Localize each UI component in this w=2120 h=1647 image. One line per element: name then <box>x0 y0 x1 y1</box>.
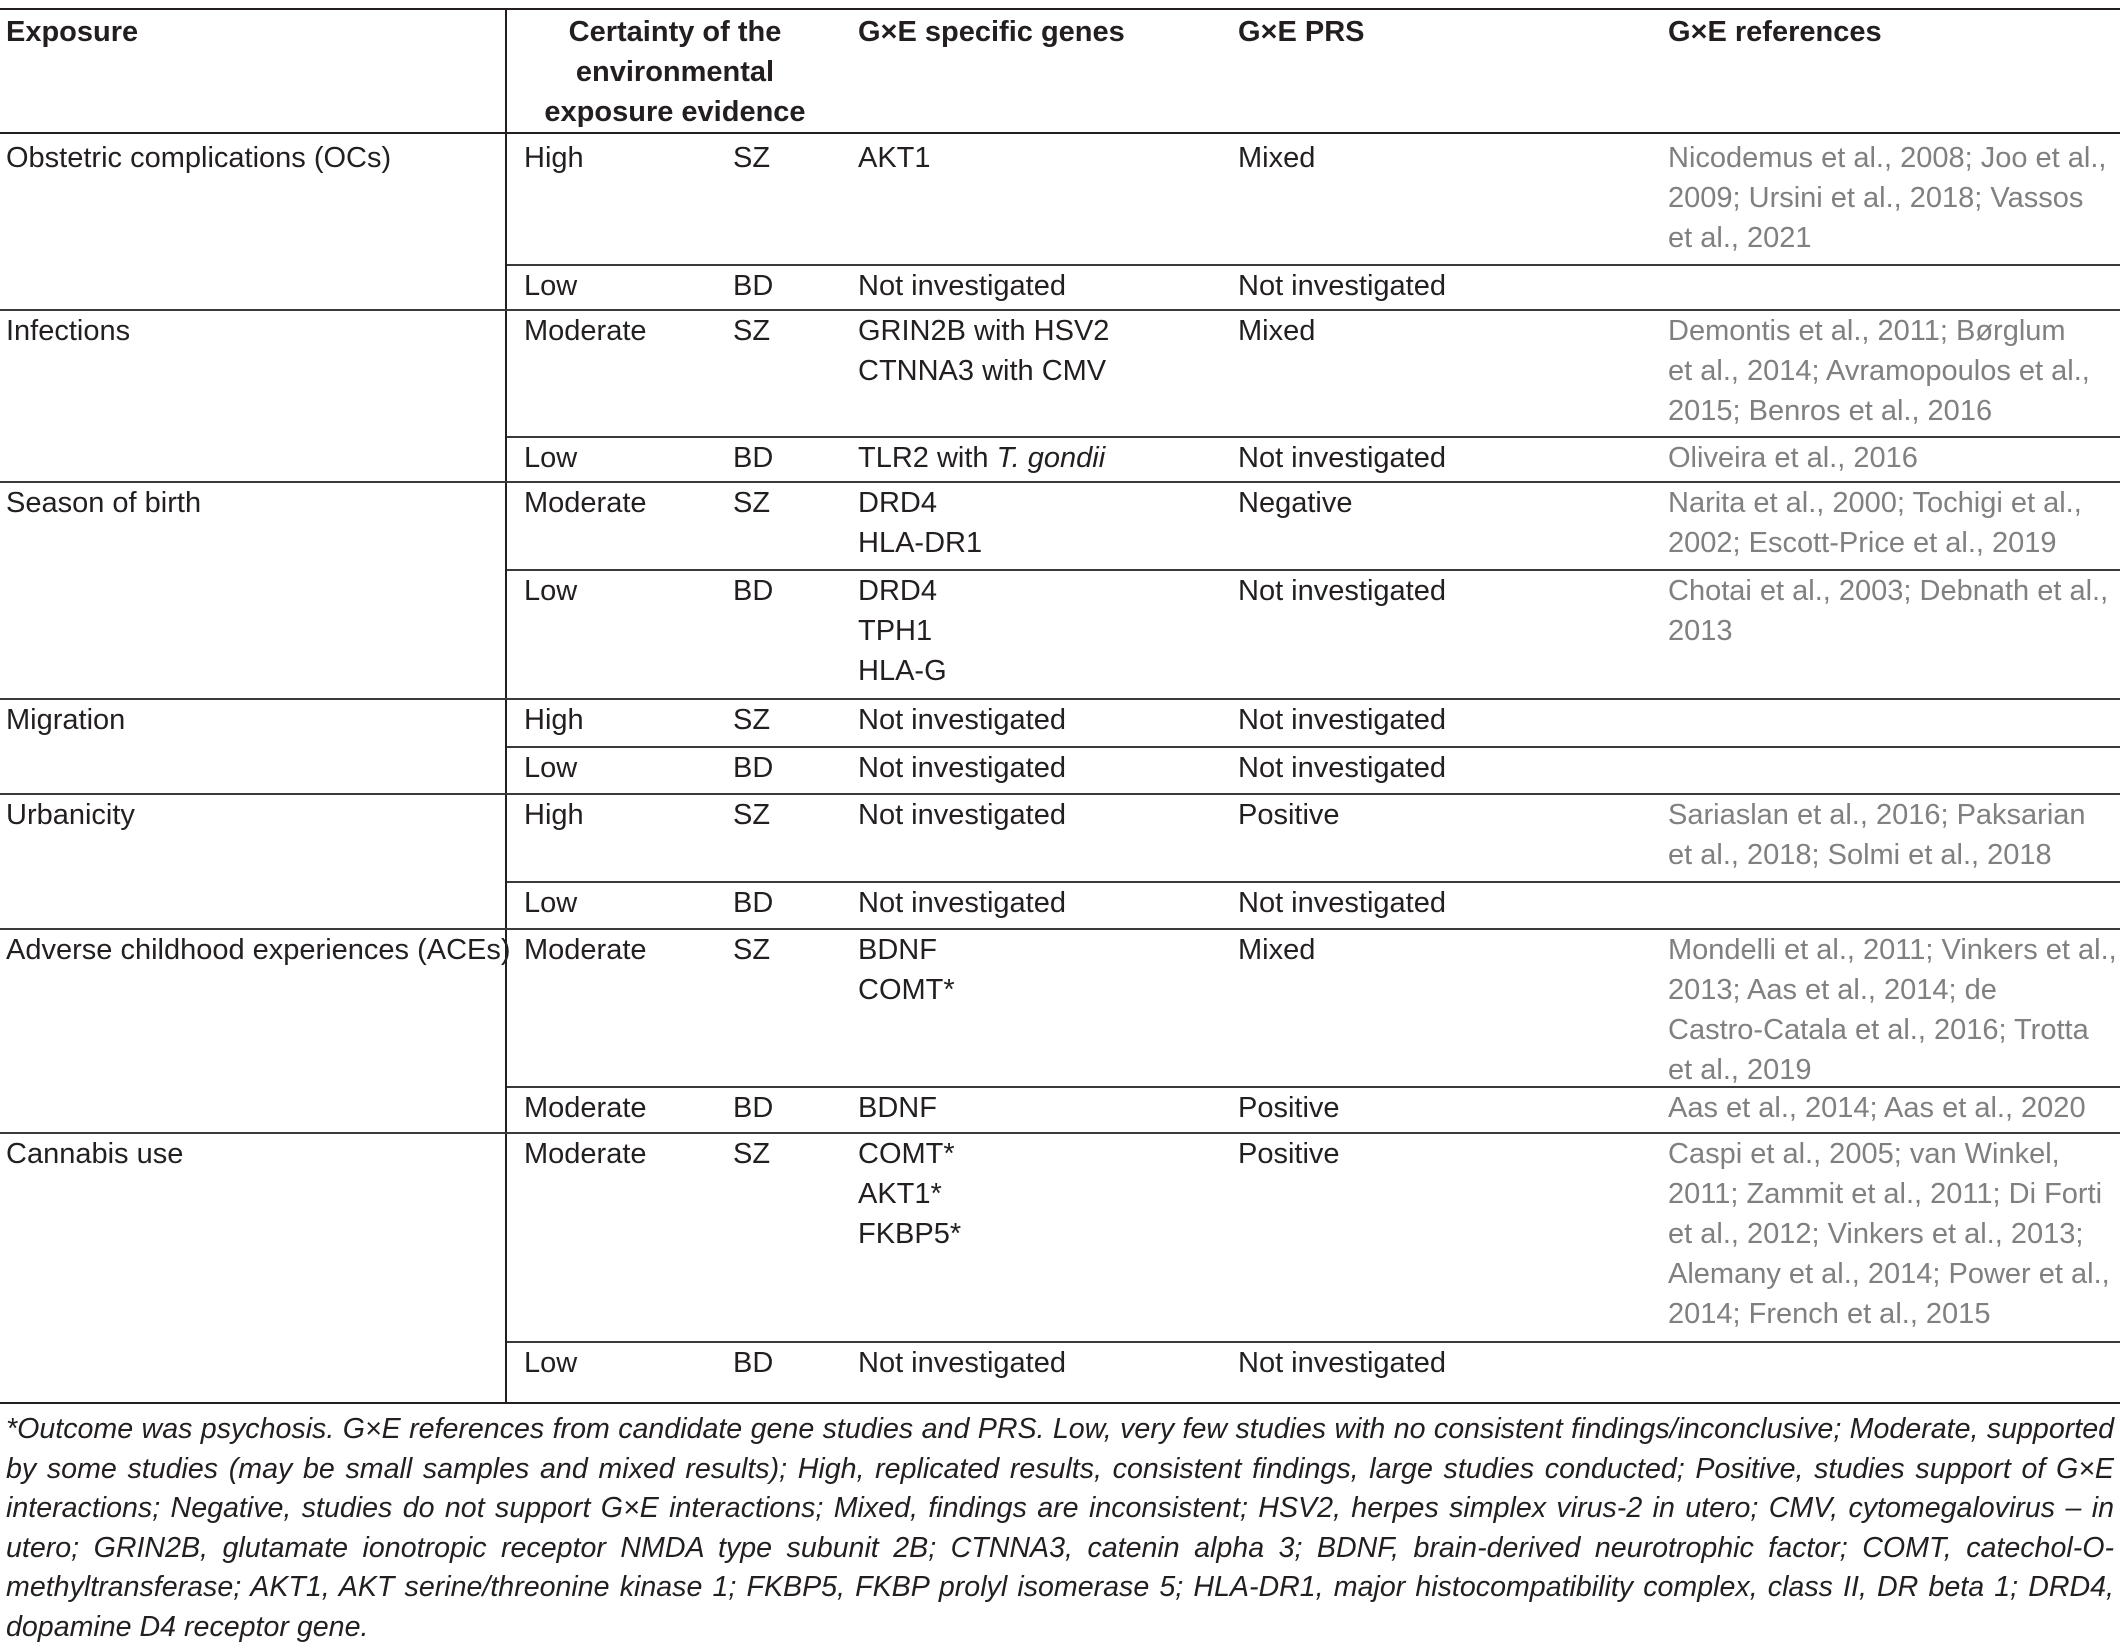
cell-prs: Positive <box>1238 799 1340 831</box>
top-rule <box>0 8 2120 10</box>
cell-certainty: Moderate <box>524 1092 647 1124</box>
cell-reference: et al., 2012; Vinkers et al., 2013; <box>1668 1218 2084 1250</box>
cell-prs: Negative <box>1238 487 1353 519</box>
cell-certainty: Low <box>524 887 578 919</box>
cell-gene: AKT1* <box>858 1178 942 1210</box>
header-rule <box>0 132 2120 134</box>
cell-gene: Not investigated <box>858 887 1066 919</box>
cell-certainty: Low <box>524 752 578 784</box>
cell-reference: 2013 <box>1668 615 1733 647</box>
cell-disorder: SZ <box>733 315 771 347</box>
species-name: T. gondii <box>996 442 1106 474</box>
cell-exposure: Season of birth <box>6 487 202 519</box>
cell-disorder: BD <box>733 887 774 919</box>
cell-prs: Not investigated <box>1238 442 1446 474</box>
cell-reference: 2014; French et al., 2015 <box>1668 1298 1991 1330</box>
cell-reference: Sariaslan et al., 2016; Paksarian <box>1668 799 2086 831</box>
cell-disorder: SZ <box>733 934 771 966</box>
cell-prs: Not investigated <box>1238 887 1446 919</box>
cell-disorder: BD <box>733 442 774 474</box>
header-exposure: Exposure <box>6 16 139 48</box>
cell-gene: CTNNA3 with CMV <box>858 355 1107 387</box>
cell-gene: Not investigated <box>858 270 1066 302</box>
header-references: G×E references <box>1668 16 1882 48</box>
cell-reference: Mondelli et al., 2011; Vinkers et al., <box>1668 934 2117 966</box>
cell-exposure: Cannabis use <box>6 1138 184 1170</box>
cell-disorder: BD <box>733 575 774 607</box>
cell-disorder: BD <box>733 1092 774 1124</box>
cell-disorder: BD <box>733 752 774 784</box>
cell-gene: Not investigated <box>858 704 1066 736</box>
cell-disorder: BD <box>733 270 774 302</box>
cell-reference: 2002; Escott-Price et al., 2019 <box>1668 527 2057 559</box>
cell-reference: 2011; Zammit et al., 2011; Di Forti <box>1668 1178 2103 1210</box>
header-prs: G×E PRS <box>1238 16 1365 48</box>
cell-prs: Positive <box>1238 1138 1340 1170</box>
header-genes: G×E specific genes <box>858 16 1125 48</box>
header-certainty-line: exposure evidence <box>544 96 806 128</box>
cell-gene: HLA-G <box>858 655 947 687</box>
cell-prs: Positive <box>1238 1092 1340 1124</box>
cell-certainty: Moderate <box>524 934 647 966</box>
cell-prs: Not investigated <box>1238 1347 1446 1379</box>
cell-reference: 2015; Benros et al., 2016 <box>1668 395 1993 427</box>
header-certainty <box>520 12 830 132</box>
cell-prs: Not investigated <box>1238 575 1446 607</box>
cell-gene: Not investigated <box>858 1347 1066 1379</box>
cell-reference: 2009; Ursini et al., 2018; Vassos <box>1668 182 2084 214</box>
cell-reference: et al., 2021 <box>1668 222 1812 254</box>
cell-exposure: Obstetric complications (OCs) <box>6 142 392 174</box>
cell-reference: Chotai et al., 2003; Debnath et al., <box>1668 575 2109 607</box>
cell-reference: Castro-Catala et al., 2016; Trotta <box>1668 1014 2089 1046</box>
column-divider <box>505 8 507 1404</box>
header-certainty-line: Certainty of the <box>568 16 782 48</box>
cell-gene: COMT* <box>858 974 955 1006</box>
cell-gene: COMT* <box>858 1138 955 1170</box>
cell-prs: Mixed <box>1238 934 1316 966</box>
cell-gene: Not investigated <box>858 799 1066 831</box>
cell-reference: Demontis et al., 2011; Børglum <box>1668 315 2066 347</box>
cell-prs: Mixed <box>1238 142 1316 174</box>
cell-prs: Not investigated <box>1238 704 1446 736</box>
cell-gene <box>858 438 1105 478</box>
cell-disorder: SZ <box>733 142 771 174</box>
cell-reference: Nicodemus et al., 2008; Joo et al., <box>1668 142 2107 174</box>
cell-gene: DRD4 <box>858 575 937 607</box>
cell-reference: et al., 2018; Solmi et al., 2018 <box>1668 839 2052 871</box>
header-certainty-line: environmental <box>575 56 775 88</box>
cell-gene: Not investigated <box>858 752 1066 784</box>
cell-reference: et al., 2014; Avramopoulos et al., <box>1668 355 2090 387</box>
cell-certainty: Low <box>524 270 578 302</box>
cell-exposure: Adverse childhood experiences (ACEs) <box>6 934 511 966</box>
cell-certainty: Low <box>524 442 578 474</box>
cell-disorder: SZ <box>733 799 771 831</box>
cell-disorder: BD <box>733 1347 774 1379</box>
cell-reference: 2013; Aas et al., 2014; de <box>1668 974 1997 1006</box>
cell-certainty: Moderate <box>524 315 647 347</box>
bottom-rule <box>0 1402 2120 1404</box>
cell-gene: GRIN2B with HSV2 <box>858 315 1110 347</box>
cell-certainty: High <box>524 142 584 174</box>
cell-gene: DRD4 <box>858 487 937 519</box>
cell-gene: TPH1 <box>858 615 933 647</box>
cell-certainty: Moderate <box>524 487 647 519</box>
cell-exposure: Urbanicity <box>6 799 135 831</box>
cell-gene: FKBP5* <box>858 1218 962 1250</box>
cell-reference: Oliveira et al., 2016 <box>1668 442 1918 474</box>
cell-exposure: Infections <box>6 315 131 347</box>
cell-reference: Aas et al., 2014; Aas et al., 2020 <box>1668 1092 2086 1124</box>
cell-gene: BDNF <box>858 934 937 966</box>
cell-reference: Alemany et al., 2014; Power et al., <box>1668 1258 2110 1290</box>
cell-prs: Not investigated <box>1238 752 1446 784</box>
cell-gene: BDNF <box>858 1092 937 1124</box>
cell-disorder: SZ <box>733 487 771 519</box>
cell-certainty: Low <box>524 1347 578 1379</box>
table-footnote: *Outcome was psychosis. G×E references from candidate gene studies and PRS. Low, very few studies with no consistent findings/inconclusive; Moderate, supported by some studies (may be small samples and mixed results); High, replicated results, consistent findings, large studies conducted; Positive, studies support of G×E interactions; Negative, studies do not support G×E interactions; Mixed, findings are inconsistent; HSV2, herpes simplex virus-2 in utero; CMV, cytomegalovirus – in utero; GRIN2B, glutamate ionotropic receptor NMDA type subunit 2B; CTNNA3, catenin alpha 3; BDNF, brain-derived neurotrophic factor; COMT, catechol-O-methyltransferase; AKT1, AKT serine/threonine kinase 1; FKBP5, FKBP prolyl isomerase 5; HLA-DR1, major histocompatibility complex, class II, DR beta 1; DRD4, dopamine D4 receptor gene. <box>6 1413 2114 1643</box>
cell-certainty: High <box>524 704 584 736</box>
cell-certainty: High <box>524 799 584 831</box>
gene-text: TLR2 with <box>858 442 997 474</box>
cell-exposure: Migration <box>6 704 126 736</box>
cell-certainty: Moderate <box>524 1138 647 1170</box>
cell-prs: Mixed <box>1238 315 1316 347</box>
cell-reference: et al., 2019 <box>1668 1054 1812 1086</box>
cell-reference: Narita et al., 2000; Tochigi et al., <box>1668 487 2082 519</box>
cell-disorder: SZ <box>733 704 771 736</box>
cell-prs: Not investigated <box>1238 270 1446 302</box>
cell-gene: AKT1 <box>858 142 931 174</box>
cell-certainty: Low <box>524 575 578 607</box>
cell-disorder: SZ <box>733 1138 771 1170</box>
cell-gene: HLA-DR1 <box>858 527 983 559</box>
cell-reference: Caspi et al., 2005; van Winkel, <box>1668 1138 2060 1170</box>
